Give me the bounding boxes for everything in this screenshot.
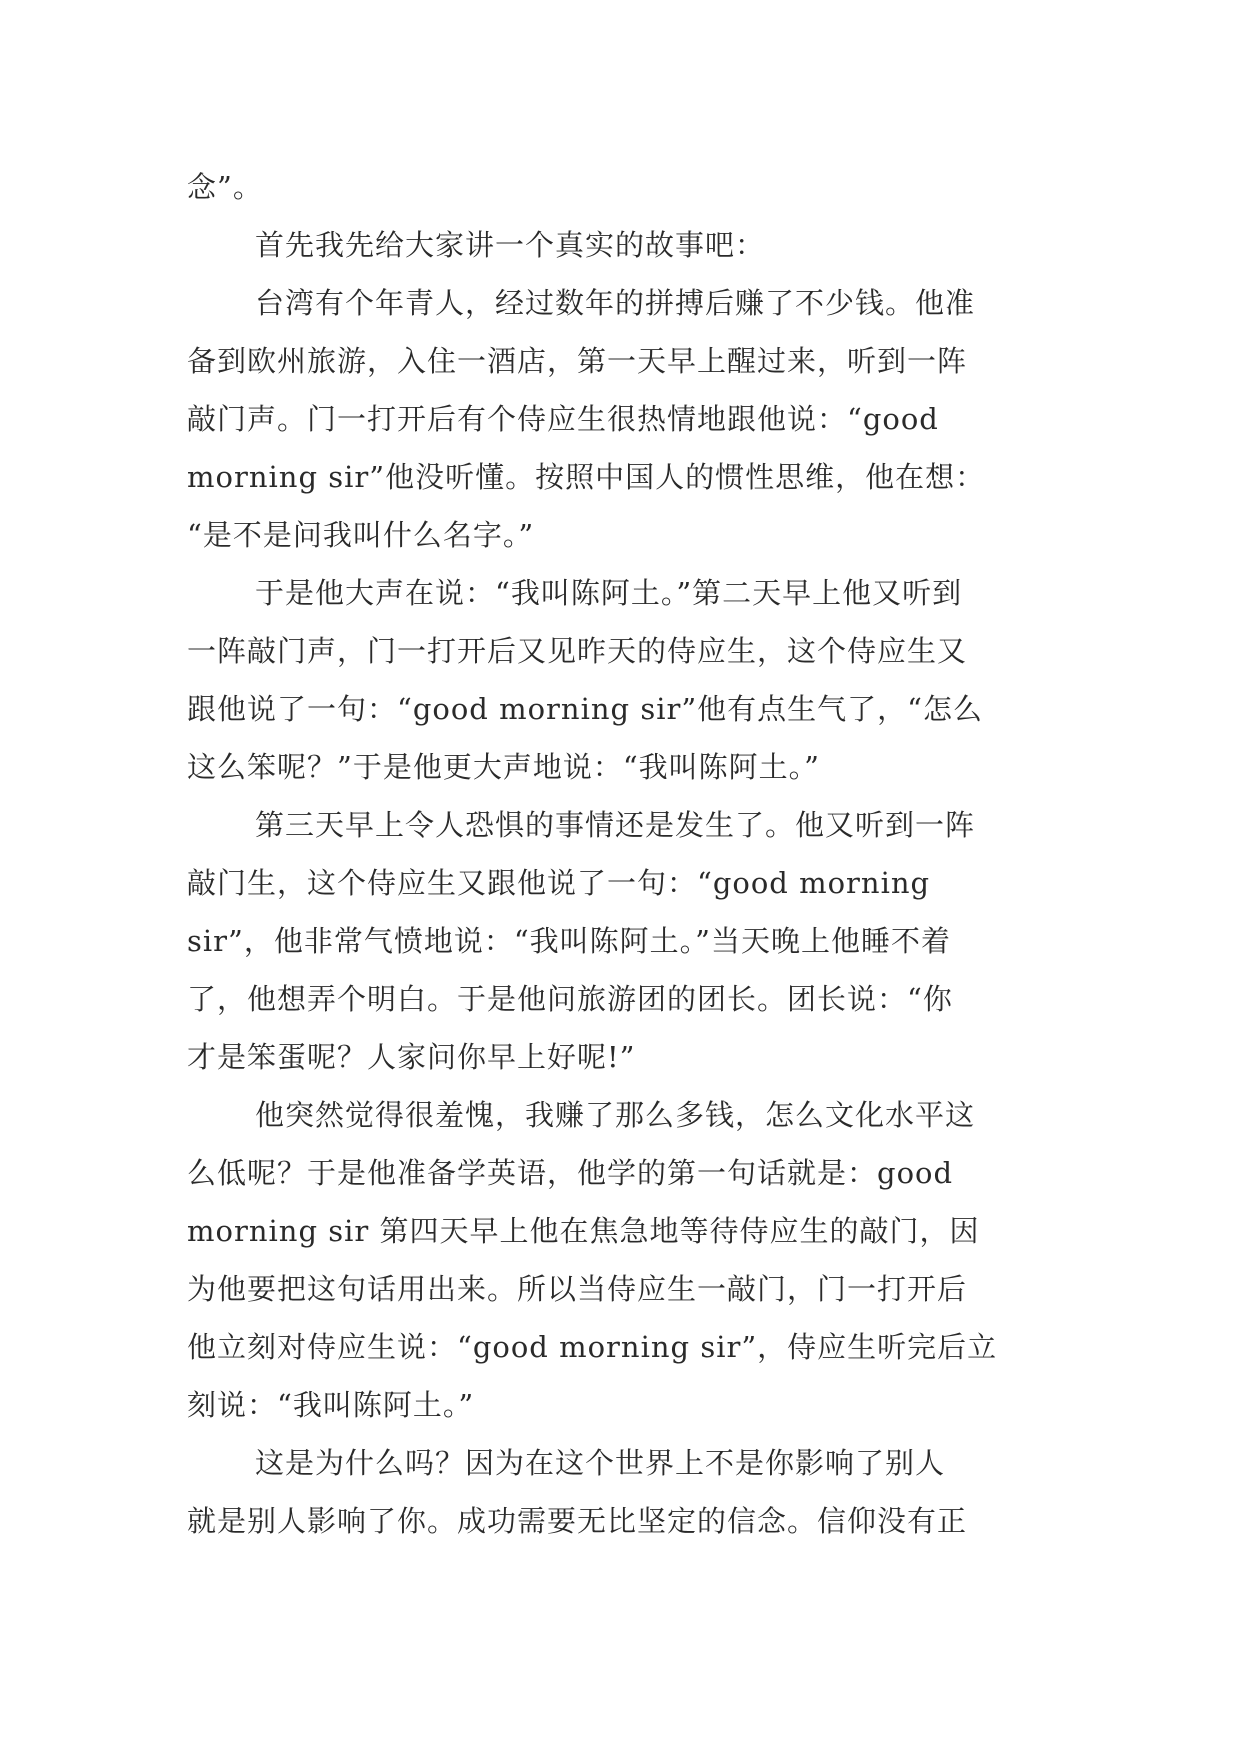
text-line: 这么笨呢？”于是他更大声地说：“我叫陈阿土。”	[187, 750, 820, 784]
text-line: 跟他说了一句：“good morning sir”他有点生气了，“怎么	[187, 692, 983, 726]
text-line: 为他要把这句话用出来。所以当侍应生一敲门，门一打开后	[187, 1272, 968, 1306]
text-line: 于是他大声在说：“我叫陈阿土。”第二天早上他又听到	[255, 576, 963, 610]
text-line: 一阵敲门声，门一打开后又见昨天的侍应生，这个侍应生又	[187, 634, 968, 668]
text-line: 么低呢？于是他准备学英语，他学的第一句话就是：good	[187, 1156, 954, 1190]
text-line: sir”，他非常气愤地说：“我叫陈阿土。”当天晚上他睡不着	[187, 924, 951, 958]
text-line: 了，他想弄个明白。于是他问旅游团的团长。团长说：“你	[187, 982, 953, 1016]
text-line: 敲门生，这个侍应生又跟他说了一句：“good morning	[187, 866, 931, 900]
text-line: 就是别人影响了你。成功需要无比坚定的信念。信仰没有正	[187, 1504, 968, 1538]
text-line: morning sir 第四天早上他在焦急地等待侍应生的敲门，因	[187, 1214, 980, 1248]
text-line: 他立刻对侍应生说：“good morning sir”，侍应生听完后立	[187, 1330, 998, 1364]
text-line: 备到欧州旅游，入住一酒店，第一天早上醒过来，听到一阵	[187, 344, 968, 378]
text-line: 台湾有个年青人，经过数年的拼搏后赚了不少钱。他准	[255, 286, 976, 320]
text-line: 才是笨蛋呢？人家问你早上好呢!”	[187, 1040, 636, 1074]
text-line: “是不是问我叫什么名字。”	[187, 518, 535, 552]
text-line: 首先我先给大家讲一个真实的故事吧：	[255, 228, 766, 262]
text-line: 他突然觉得很羞愧，我赚了那么多钱，怎么文化水平这	[255, 1098, 976, 1132]
text-line: 这是为什么吗？因为在这个世界上不是你影响了别人	[255, 1446, 946, 1480]
text-line: 第三天早上令人恐惧的事情还是发生了。他又听到一阵	[255, 808, 976, 842]
text-line: 敲门声。门一打开后有个侍应生很热情地跟他说：“good	[187, 402, 939, 436]
text-line: 念”。	[187, 170, 263, 204]
text-line: morning sir”他没听懂。按照中国人的惯性思维，他在想：	[187, 460, 986, 494]
text-line: 刻说：“我叫陈阿土。”	[187, 1388, 475, 1422]
body-text	[187, 158, 1067, 1550]
